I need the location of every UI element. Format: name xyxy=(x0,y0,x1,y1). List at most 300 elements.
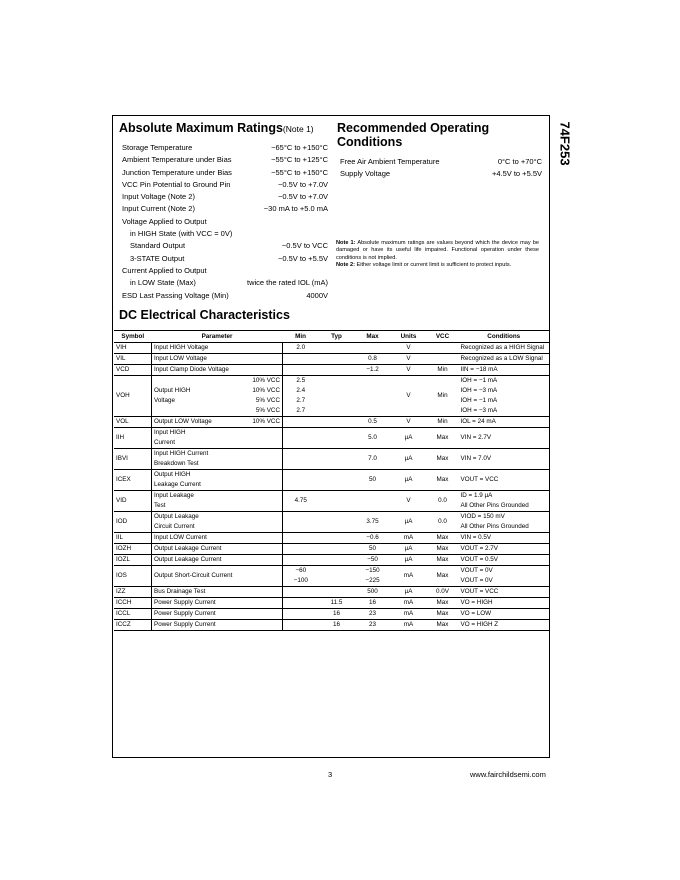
dc-max xyxy=(355,533,391,544)
dc-parameter-line: Power Supply Current xyxy=(154,599,216,606)
dc-min xyxy=(283,376,319,417)
dc-vcc: Max xyxy=(427,609,459,620)
dc-parameter-line: Leakage Current xyxy=(154,481,201,488)
amr-value: −55°C to +150°C xyxy=(271,167,328,177)
amr-label: Current Applied to Output xyxy=(122,265,207,275)
dc-symbol: IBVI xyxy=(114,449,152,470)
amr-list xyxy=(122,142,328,302)
dc-conditions xyxy=(459,533,550,544)
dc-condition-line: All Other Pins Grounded xyxy=(460,523,529,530)
dc-typ xyxy=(319,343,355,354)
dc-min xyxy=(283,587,319,598)
dc-vcc: Min xyxy=(427,365,459,376)
dc-vcc: Min xyxy=(427,417,459,428)
dc-parameter-line: Output LOW Voltage xyxy=(154,418,212,425)
dc-max-line: 7.0 xyxy=(368,455,377,462)
header-vcc xyxy=(427,331,459,343)
dc-units: µA xyxy=(391,428,427,449)
dc-condition-line: IOH = −3 mA xyxy=(460,407,498,414)
dc-parameter-line: Test xyxy=(154,502,166,509)
dc-min-line: 4.75 xyxy=(294,497,307,504)
dc-min-line: 2.7 xyxy=(296,397,306,404)
dc-units: V xyxy=(391,376,427,417)
dc-vcc: 0.0 xyxy=(427,512,459,533)
dc-max xyxy=(355,417,391,428)
dc-max-line: −0.6 xyxy=(366,534,379,541)
dc-typ xyxy=(319,470,355,491)
dc-conditions xyxy=(459,470,550,491)
dc-condition-line: VOUT = 0V xyxy=(460,577,493,584)
dc-vcc-tolerance xyxy=(242,620,283,631)
dc-parameter-line: Output HIGH xyxy=(154,471,191,478)
dc-parameter xyxy=(152,609,243,620)
dc-vcc-tolerance xyxy=(242,343,283,354)
dc-parameter-line: Bus Drainage Test xyxy=(154,588,206,595)
dc-min xyxy=(283,449,319,470)
dc-parameter xyxy=(152,428,243,449)
dc-typ xyxy=(319,598,355,609)
amr-value: −30 mA to +5.0 mA xyxy=(263,204,328,214)
dc-max-line: −225 xyxy=(365,577,380,584)
dc-min xyxy=(283,533,319,544)
dc-symbol: VID xyxy=(114,491,152,512)
dc-parameter-line: Input HIGH xyxy=(154,429,186,436)
dc-vcc-tolerance xyxy=(242,354,283,365)
dc-parameter xyxy=(152,544,243,555)
dc-symbol: IIH xyxy=(114,428,152,449)
dc-row xyxy=(114,533,549,544)
dc-max-line: −50 xyxy=(367,556,378,563)
roc-title-line2: Conditions xyxy=(337,135,403,149)
dc-units: mA xyxy=(391,533,427,544)
amr-label: VCC Pin Potential to Ground Pin xyxy=(122,179,231,189)
dc-typ xyxy=(319,417,355,428)
dc-condition-line: IOH = −1 mA xyxy=(460,377,498,384)
dc-vcc-tolerance xyxy=(242,470,283,491)
dc-vcc: 0.0 xyxy=(427,491,459,512)
header-symbol: Symbol xyxy=(114,331,152,343)
header-min: Min xyxy=(283,331,319,343)
dc-symbol: VCD xyxy=(114,365,152,376)
dc-condition-line: IOH = −1 mA xyxy=(460,397,498,404)
dc-vcc-tolerance xyxy=(242,555,283,566)
dc-parameter xyxy=(152,512,243,533)
dc-min-line: −100 xyxy=(293,577,308,584)
dc-conditions xyxy=(459,449,550,470)
amr-row xyxy=(122,290,328,302)
dc-min-line: −60 xyxy=(295,567,307,574)
dc-symbol: VOL xyxy=(114,417,152,428)
dc-parameter-line: Current xyxy=(154,439,175,446)
dc-min xyxy=(283,512,319,533)
dc-symbol: IOS xyxy=(114,566,152,587)
dc-symbol: VOH xyxy=(114,376,152,417)
amr-label: Ambient Temperature under Bias xyxy=(122,155,232,165)
dc-units: µA xyxy=(391,470,427,491)
dc-condition-line: IOH = −3 mA xyxy=(460,387,498,394)
roc-heading xyxy=(337,121,489,149)
dc-condition-line: Recognized as a HIGH Signal xyxy=(460,344,545,351)
dc-min xyxy=(283,343,319,354)
amr-label: Input Current (Note 2) xyxy=(122,204,195,214)
dc-row xyxy=(114,470,549,491)
dc-row xyxy=(114,491,549,512)
dc-typ xyxy=(319,428,355,449)
dc-conditions xyxy=(459,376,550,417)
part-number-vertical xyxy=(557,116,577,176)
dc-row xyxy=(114,620,549,631)
roc-row xyxy=(340,168,542,180)
roc-label: Free Air Ambient Temperature xyxy=(340,157,440,166)
dc-min xyxy=(283,544,319,555)
dc-max xyxy=(355,428,391,449)
dc-condition-line: VIN = 7.0V xyxy=(460,455,492,462)
dc-typ xyxy=(319,491,355,512)
dc-parameter-line: Breakdown Test xyxy=(154,460,199,467)
dc-units: V xyxy=(391,417,427,428)
dc-vcc-tolerance xyxy=(242,512,283,533)
dc-title: DC Electrical Characteristics xyxy=(119,308,290,322)
dc-parameter xyxy=(152,533,243,544)
dc-vcc-tolerance-line: 5% VCC xyxy=(255,407,280,414)
dc-max xyxy=(355,491,391,512)
note-1-text: Absolute maximum ratings are values beyond which the device may be damaged or have its useful life impaired. Functional operation under these conditions is not implied. xyxy=(336,240,539,261)
dc-units: V xyxy=(391,365,427,376)
dc-conditions xyxy=(459,609,550,620)
dc-vcc-tolerance xyxy=(242,609,283,620)
dc-max-line: 500 xyxy=(367,588,378,595)
dc-row xyxy=(114,598,549,609)
dc-units: µA xyxy=(391,512,427,533)
dc-vcc: Max xyxy=(427,533,459,544)
dc-parameter-line: Circuit Current xyxy=(154,523,195,530)
dc-parameter xyxy=(152,376,243,417)
dc-symbol: IOZH xyxy=(114,544,152,555)
dc-max-line: 23 xyxy=(368,621,376,628)
note-1-label: Note 1: xyxy=(336,240,356,246)
amr-value: twice the rated IOL (mA) xyxy=(247,278,328,288)
dc-units: V xyxy=(391,354,427,365)
amr-row xyxy=(122,277,328,289)
note-2-text: Either voltage limit or current limit is sufficient to protect inputs. xyxy=(356,261,512,268)
dc-vcc: Max xyxy=(427,555,459,566)
dc-conditions xyxy=(459,566,550,587)
dc-parameter xyxy=(152,598,243,609)
dc-units: mA xyxy=(391,598,427,609)
dc-row xyxy=(114,354,549,365)
dc-units: µA xyxy=(391,449,427,470)
dc-max xyxy=(355,544,391,555)
dc-parameter xyxy=(152,365,243,376)
dc-min xyxy=(283,365,319,376)
dc-row xyxy=(114,609,549,620)
dc-vcc: Max xyxy=(427,428,459,449)
footer-url[interactable]: www.fairchildsemi.com xyxy=(470,770,546,779)
dc-vcc-tolerance xyxy=(242,491,283,512)
dc-min xyxy=(283,609,319,620)
dc-max xyxy=(355,620,391,631)
dc-conditions xyxy=(459,417,550,428)
dc-vcc: 0.0V xyxy=(427,587,459,598)
dc-typ xyxy=(319,609,355,620)
amr-row xyxy=(122,203,328,215)
amr-label: 3-STATE Output xyxy=(130,253,185,263)
dc-vcc-tolerance xyxy=(242,365,283,376)
dc-condition-line: VO = HIGH xyxy=(460,599,493,606)
roc-value: 0°C to +70°C xyxy=(497,157,542,166)
dc-vcc-tolerance-line: 10% VCC xyxy=(252,377,280,384)
dc-units: mA xyxy=(391,566,427,587)
dc-row xyxy=(114,566,549,587)
dc-min xyxy=(283,428,319,449)
amr-label: ESD Last Passing Voltage (Min) xyxy=(122,290,229,300)
header-parameter: Parameter xyxy=(152,331,283,343)
dc-condition-line: VOUT = 0V xyxy=(460,567,493,574)
dc-max xyxy=(355,449,391,470)
amr-value: −55°C to +125°C xyxy=(271,155,328,165)
dc-vcc-tolerance-line: 5% VCC xyxy=(255,397,280,404)
dc-parameter-line: Input HIGH Current xyxy=(154,450,209,457)
amr-row xyxy=(122,240,328,252)
amr-value: −0.5V to +7.0V xyxy=(277,192,328,202)
dc-max-line: 3.75 xyxy=(366,518,379,525)
dc-min xyxy=(283,620,319,631)
amr-value: −0.5V to +7.0V xyxy=(277,179,328,189)
dc-symbol: ICEX xyxy=(114,470,152,491)
dc-typ xyxy=(319,376,355,417)
dc-row xyxy=(114,365,549,376)
dc-vcc-tolerance xyxy=(242,587,283,598)
dc-vcc-tolerance xyxy=(242,376,283,417)
dc-vcc: Max xyxy=(427,449,459,470)
dc-typ xyxy=(319,449,355,470)
dc-max-line: 0.8 xyxy=(368,355,377,362)
dc-parameter-line: Output Leakage Current xyxy=(154,545,222,552)
dc-parameter xyxy=(152,491,243,512)
dc-header-row xyxy=(114,331,549,343)
amr-label: in HIGH State (with VCC = 0V) xyxy=(130,229,233,239)
header-units: Units xyxy=(391,331,427,343)
header-max: Max xyxy=(355,331,391,343)
dc-symbol: IZZ xyxy=(114,587,152,598)
dc-vcc xyxy=(427,354,459,365)
dc-vcc-tolerance xyxy=(242,449,283,470)
dc-symbol: IOD xyxy=(114,512,152,533)
amr-note-ref: (Note 1) xyxy=(282,124,314,134)
dc-max xyxy=(355,566,391,587)
dc-parameter xyxy=(152,354,243,365)
dc-max xyxy=(355,354,391,365)
dc-vcc-tolerance xyxy=(242,417,283,428)
amr-row xyxy=(122,228,328,240)
dc-max-line: −150 xyxy=(365,567,380,574)
dc-condition-line: VIOD = 150 mV xyxy=(460,513,505,520)
dc-row xyxy=(114,449,549,470)
amr-heading xyxy=(119,121,314,135)
dc-max xyxy=(355,609,391,620)
dc-max-line: 5.0 xyxy=(368,434,377,441)
dc-conditions xyxy=(459,491,550,512)
dc-parameter-line: Input LOW Voltage xyxy=(154,355,207,362)
dc-parameter-line: Power Supply Current xyxy=(154,610,216,617)
dc-conditions xyxy=(459,512,550,533)
dc-typ xyxy=(319,544,355,555)
roc-title-line1: Recommended Operating xyxy=(337,121,490,135)
amr-row xyxy=(122,216,328,228)
dc-condition-line: VO = HIGH Z xyxy=(460,621,499,628)
dc-row xyxy=(114,343,549,354)
dc-parameter-line: Input Clamp Diode Voltage xyxy=(154,366,229,373)
dc-condition-line: IOL = 24 mA xyxy=(460,418,496,425)
amr-value: −65°C to +150°C xyxy=(271,143,328,152)
dc-typ xyxy=(319,555,355,566)
dc-units: µA xyxy=(391,587,427,598)
dc-max-line: −1.2 xyxy=(366,366,379,373)
header-vcc-text: VCC xyxy=(435,332,450,340)
dc-condition-line: VOUT = VCC xyxy=(460,476,499,483)
dc-condition-line: VO = LOW xyxy=(460,610,492,617)
dc-vcc: Max xyxy=(427,470,459,491)
dc-vcc-tolerance xyxy=(242,566,283,587)
dc-min-line: 2.5 xyxy=(296,377,306,384)
amr-label: Standard Output xyxy=(130,241,186,251)
dc-parameter xyxy=(152,470,243,491)
dc-max-line: 23 xyxy=(368,610,376,617)
dc-condition-line: VOUT = VCC xyxy=(460,588,499,595)
dc-max xyxy=(355,470,391,491)
roc-value: +4.5V to +5.5V xyxy=(491,169,542,179)
dc-condition-line: VOUT = 2.7V xyxy=(460,545,499,552)
dc-conditions xyxy=(459,587,550,598)
dc-typ-line: 16 xyxy=(332,621,340,628)
amr-title: Absolute Maximum Ratings xyxy=(119,121,283,135)
dc-vcc-tolerance xyxy=(242,533,283,544)
dc-min-line: 2.4 xyxy=(296,387,306,394)
dc-vcc-tolerance xyxy=(242,544,283,555)
dc-vcc: Min xyxy=(427,376,459,417)
amr-value: 4000V xyxy=(306,290,328,300)
dc-row xyxy=(114,417,549,428)
dc-symbol: ICCL xyxy=(114,609,152,620)
amr-row xyxy=(122,265,328,277)
dc-typ xyxy=(319,587,355,598)
dc-parameter-line: Power Supply Current xyxy=(154,621,216,628)
amr-row xyxy=(122,191,328,203)
dc-units: µA xyxy=(391,544,427,555)
dc-parameter xyxy=(152,343,243,354)
dc-symbol: IOZL xyxy=(114,555,152,566)
note-1 xyxy=(336,240,539,262)
dc-max xyxy=(355,598,391,609)
roc-list xyxy=(340,156,542,181)
dc-min-line: 2.7 xyxy=(296,407,306,414)
dc-row xyxy=(114,512,549,533)
dc-min-line: 2.0 xyxy=(296,344,306,351)
dc-typ xyxy=(319,512,355,533)
dc-symbol: IIL xyxy=(114,533,152,544)
dc-parameter-line: Output Leakage xyxy=(154,513,199,520)
dc-table xyxy=(114,330,549,631)
dc-row xyxy=(114,555,549,566)
dc-conditions xyxy=(459,365,550,376)
amr-row xyxy=(122,154,328,166)
dc-vcc: Max xyxy=(427,598,459,609)
dc-condition-line: Recognized as a LOW Signal xyxy=(460,355,543,362)
dc-row xyxy=(114,428,549,449)
amr-label: in LOW State (Max) xyxy=(130,278,196,288)
note-2-label: Note 2: xyxy=(336,261,355,268)
dc-conditions xyxy=(459,428,550,449)
dc-vcc-tolerance xyxy=(242,428,283,449)
dc-typ xyxy=(319,566,355,587)
dc-parameter-line: Output HIGH xyxy=(154,387,191,394)
part-number: 74F253 xyxy=(557,121,573,166)
dc-max-line: 0.5 xyxy=(368,418,377,425)
dc-max xyxy=(355,343,391,354)
dc-parameter xyxy=(152,555,243,566)
dc-conditions xyxy=(459,620,550,631)
dc-vcc: Max xyxy=(427,544,459,555)
dc-row xyxy=(114,376,549,417)
dc-row xyxy=(114,587,549,598)
header-typ: Typ xyxy=(319,331,355,343)
dc-symbol: ICCZ xyxy=(114,620,152,631)
dc-max-line: 50 xyxy=(368,476,376,483)
page-number: 3 xyxy=(328,770,333,779)
dc-condition-line: IIN = −18 mA xyxy=(460,366,498,373)
dc-parameter-line: Input LOW Current xyxy=(154,534,207,541)
dc-condition-line: VIN = 0.5V xyxy=(460,534,492,541)
dc-conditions xyxy=(459,343,550,354)
dc-vcc-tolerance xyxy=(242,598,283,609)
note-2 xyxy=(336,262,539,269)
dc-condition-line: VOUT = 0.5V xyxy=(460,556,499,563)
dc-parameter xyxy=(152,417,243,428)
dc-units: µA xyxy=(391,555,427,566)
dc-min xyxy=(283,354,319,365)
roc-row xyxy=(340,156,542,168)
dc-conditions xyxy=(459,555,550,566)
dc-parameter xyxy=(152,587,243,598)
dc-typ-line: 16 xyxy=(332,610,340,617)
dc-units: V xyxy=(391,343,427,354)
dc-typ xyxy=(319,365,355,376)
amr-value: −0.5V to VCC xyxy=(281,241,328,251)
dc-min xyxy=(283,566,319,587)
dc-min xyxy=(283,470,319,491)
dc-condition-line: VIN = 2.7V xyxy=(460,434,492,441)
amr-label: Input Voltage (Note 2) xyxy=(122,192,195,202)
dc-typ xyxy=(319,533,355,544)
dc-vcc-tolerance-line: 10% VCC xyxy=(252,418,280,425)
dc-units: mA xyxy=(391,620,427,631)
dc-min xyxy=(283,555,319,566)
dc-condition-line: ID = 1.9 µA xyxy=(460,492,493,499)
amr-label: Voltage Applied to Output xyxy=(122,216,207,226)
dc-min xyxy=(283,491,319,512)
dc-typ xyxy=(319,354,355,365)
dc-max xyxy=(355,555,391,566)
amr-row xyxy=(122,167,328,179)
dc-vcc-tolerance-line: 10% VCC xyxy=(252,387,280,394)
dc-row xyxy=(114,544,549,555)
dc-vcc xyxy=(427,343,459,354)
dc-typ-line: 11.5 xyxy=(330,599,343,606)
dc-symbol: VIH xyxy=(114,343,152,354)
dc-conditions xyxy=(459,598,550,609)
dc-max xyxy=(355,365,391,376)
dc-max xyxy=(355,587,391,598)
